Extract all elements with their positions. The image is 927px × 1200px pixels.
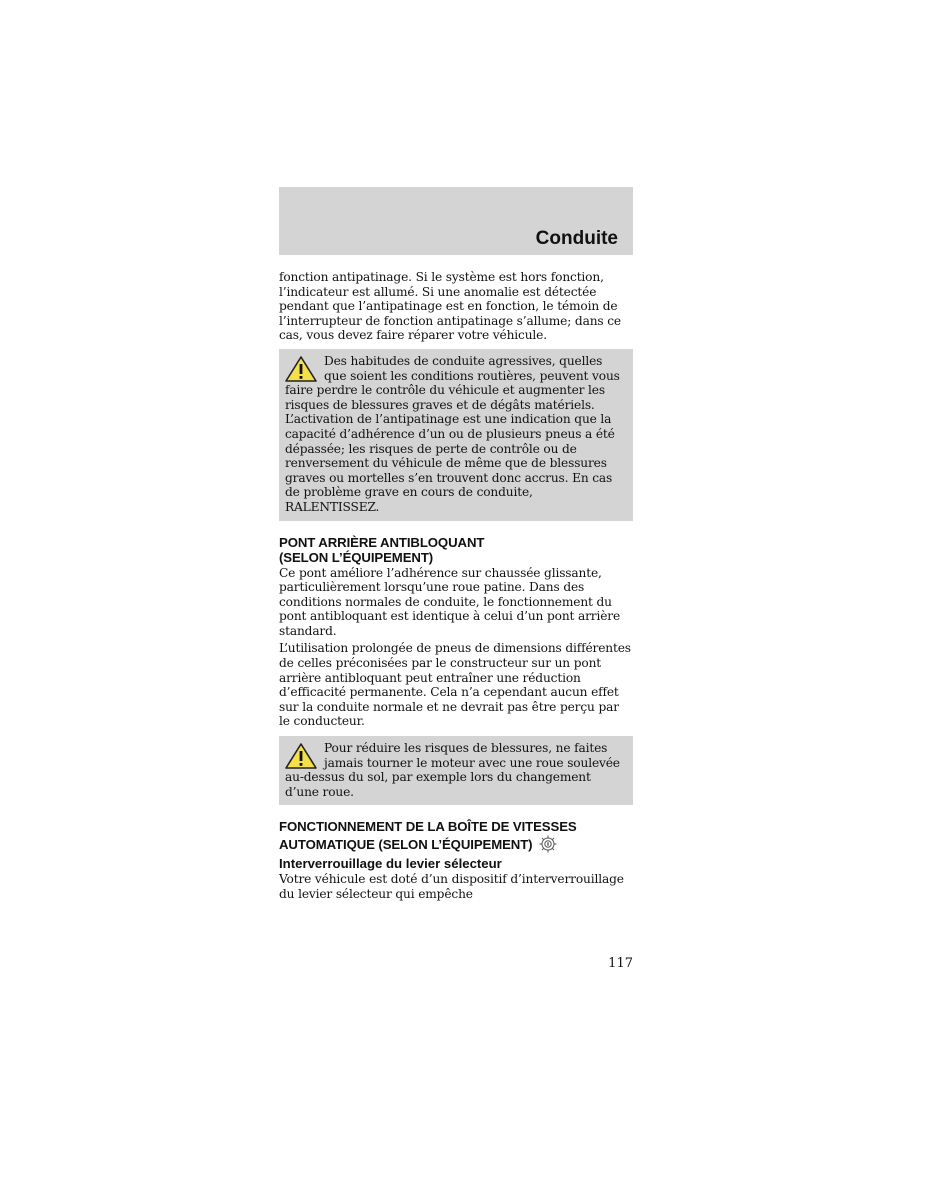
section-2-subtitle: Interverrouillage du levier sélecteur [279,856,502,872]
main-content [279,270,633,905]
chapter-header [279,187,633,255]
section-2-title-line-1: FONCTIONNEMENT DE LA BOÎTE DE VITESSES [279,819,577,835]
section-automatic-transmission [279,819,633,901]
warning-box-2 [279,736,633,805]
chapter-title: Conduite [535,228,618,249]
intro-paragraph: fonction antipatinage. Si le système est hors fonction, l’indicateur est allumé. Si une anomalie est détectée pendant que l’antipatinage est en fonction, le témoin de l’interrupteur de fonction antipatinage s’allume; dans ce cas, vous devez faire réparer votre véhicule. [279,270,621,343]
section-1-paragraph-1: Ce pont améliore l’adhérence sur chaussée glissante, particulièrement lorsqu’une roue patine. Dans des conditions normales de conduite, le fonctionnement du pont antibloquant est identique à celui d’un pont arrière standard. [279,565,621,638]
section-rear-axle [279,535,633,730]
section-1-title-line-2: (SELON L’ÉQUIPEMENT) [279,549,434,565]
section-1-paragraph-2: L’utilisation prolongée de pneus de dimensions différentes de celles préconisées par le constructeur sur un pont arrière antibloquant peut entraîner une réduction d’efficacité permanente. Cela n’a cependant aucun effet sur la conduite normale et ne devrait pas être perçu par le conducteur. [279,641,631,729]
section-2-title-line-2: AUTOMATIQUE (SELON L’ÉQUIPEMENT) [279,837,533,853]
warning-2-text: Pour réduire les risques de blessures, ne faites jamais tourner le moteur avec une roue soulevée au-dessus du sol, par exemple lors du changement d’une roue. [285,741,620,799]
warning-1-text: Des habitudes de conduite agressives, quelles que soient les conditions routières, peuvent vous faire perdre le contrôle du véhicule et augmenter les risques de blessures graves et de dégâts matériels. L’activation de l’antipatinage est une indication que la capacité d’adhérence d’un ou de plusieurs pneus a été dépassée; les risques de perte de contrôle ou de renversement du véhicule de même que de blessures graves ou mortelles s’en trouvent donc accrus. En cas de problème grave en cours de conduite, RALENTISSEZ. [285,353,620,514]
warning-triangle-icon [284,355,318,383]
section-2-paragraph-1: Votre véhicule est doté d’un dispositif d’interverrouillage du levier sélecteur qui empêche [279,872,624,901]
section-2-title-line-2-wrap [279,834,633,854]
gear-icon [538,834,558,854]
page-number: 117 [608,956,633,971]
section-1-title-line-1: PONT ARRIÈRE ANTIBLOQUANT [279,534,485,550]
warning-box-1 [279,349,633,521]
warning-triangle-icon [284,742,318,770]
